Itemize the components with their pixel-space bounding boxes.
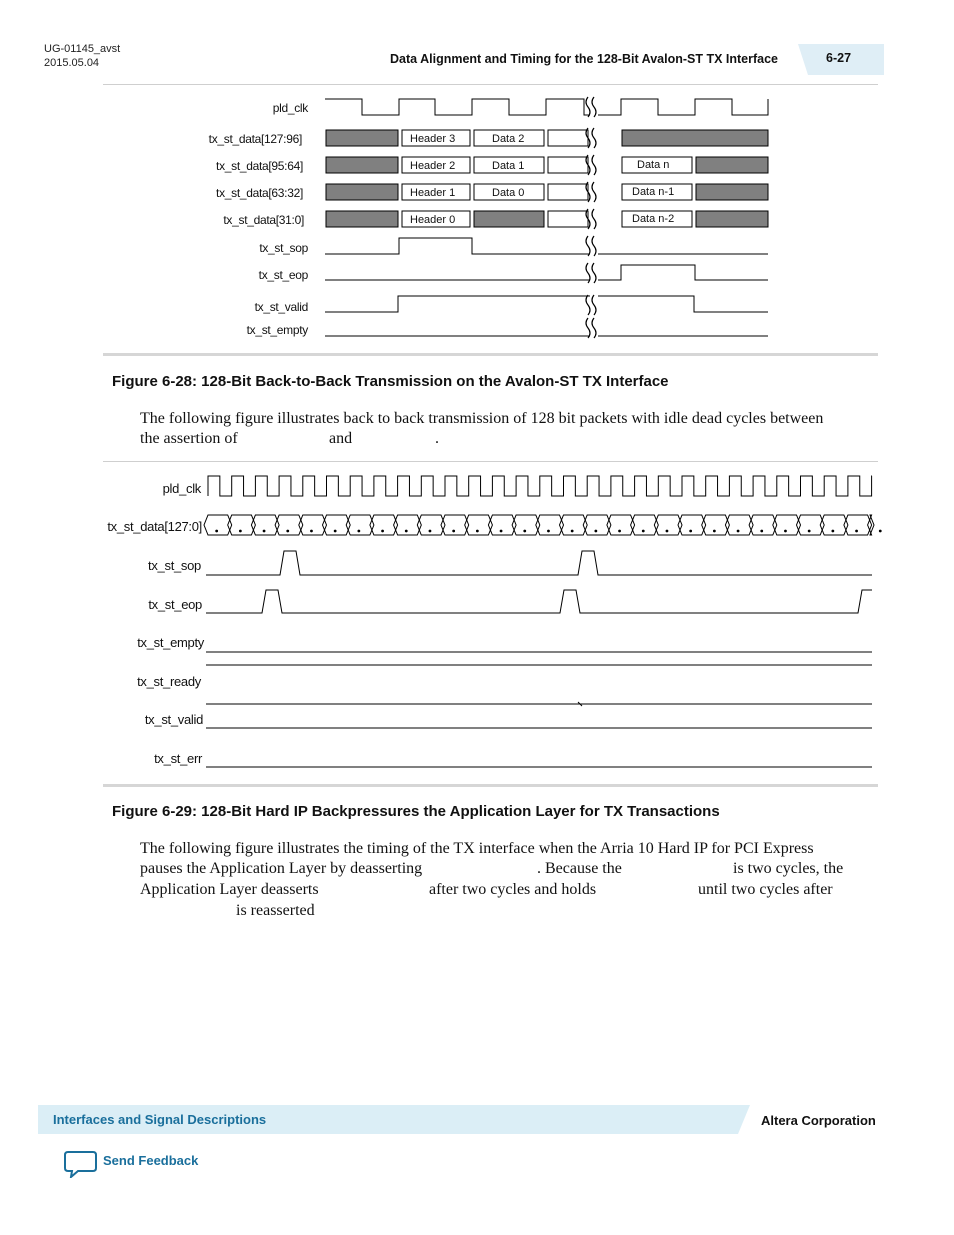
figure-28-caption: Figure 6-28: 128-Bit Back-to-Back Transmission on the Avalon-ST TX Interface [112,373,669,390]
data-bus-dot [548,530,550,532]
data-bus-dot [713,530,715,532]
bus-cell: Header 0 [410,214,456,226]
data-bus-dot [856,530,858,532]
bus-cell: Header 3 [410,133,456,145]
page-header-title: Data Alignment and Timing for the 128-Bit Avalon-ST TX Interface [390,52,779,66]
data-bus-dot [334,530,336,532]
header-divider [103,84,878,85]
signal-label: tx_st_data[63:32] [216,186,303,200]
signal-label: tx_st_data[95:64] [216,159,303,173]
signal-label: pld_clk [272,101,308,115]
figure-29-text-line2c: is two cycles, the [733,860,844,877]
data-bus-dot [358,530,360,532]
signal-label: tx_st_valid [144,712,203,727]
signal-label: tx_st_valid [254,300,308,314]
data-bus-dot [382,530,384,532]
signal-label: pld_clk [162,481,201,496]
data-bus-dot [216,530,218,532]
figure-28-text-line1: The following figure illustrates back to back transmission of 128 bit packets with idle dead cycles between [140,410,824,427]
bus-cell: Data n-2 [632,213,675,225]
valid-wave-1 [325,296,590,312]
timing-diagram-1 [0,90,954,350]
figure-divider [103,784,878,787]
figure-divider [103,353,878,356]
data-bus-dot [311,530,313,532]
data-bus-dot [239,530,241,532]
data-bus-wave-2 [204,515,881,535]
data-bus-dot [571,530,573,532]
bus-cell: Header 2 [410,160,456,172]
signal-label: tx_st_eop [148,597,202,612]
doc-date: 2015.05.04 [44,57,100,69]
figure-28-text-line2b: and [329,430,353,447]
bus-cell: Data 1 [492,160,525,172]
figure-29-text-line3c: until two cycles after [698,881,833,898]
bus-row-2 [326,157,768,173]
waveforms-1 [0,90,954,350]
data-bus-dot [263,530,265,532]
data-bus-dot [500,530,502,532]
speech-bubble-icon [64,1150,98,1178]
data-bus-dot [453,530,455,532]
pld-clk-wave-2 [208,476,872,496]
signal-label: tx_st_empty [137,635,204,650]
pld-clk-wave [325,99,590,115]
data-bus-dot [642,530,644,532]
signal-label: tx_st_data[127:96] [208,132,302,146]
data-bus-dot [524,530,526,532]
data-bus-dot [287,530,289,532]
data-bus-dot [737,530,739,532]
signal-label: tx_st_eop [258,268,308,282]
bus-row-3 [326,184,768,200]
data-bus-dot [595,530,597,532]
data-bus-dot [619,530,621,532]
figure-29-text-line1: The following figure illustrates the timing of the TX interface when the Arria 10 Hard IP for PCI Express [140,840,814,857]
figure-29-text-line2a: pauses the Application Layer by deasserting [140,860,423,877]
figure-28-text-line2c: . [435,430,439,447]
figure-28-text-line2a: the assertion of [140,430,238,447]
waveforms-2 [0,465,954,780]
data-bus-dot [761,530,763,532]
signal-label: tx_st_data[127:0] [107,519,202,534]
data-bus-dot [808,530,810,532]
figure-29-caption: Figure 6-29: 128-Bit Hard IP Backpressures the Application Layer for TX Transactions [112,803,720,820]
data-bus-dot [429,530,431,532]
bus-cell: Data 0 [492,187,525,199]
bus-cell: Header 1 [410,187,456,199]
signal-label: tx_st_ready [137,674,201,689]
bus-row-4 [326,211,768,227]
figure-divider [103,461,878,462]
data-bus-dot [405,530,407,532]
data-bus-dot [666,530,668,532]
figure-29-text-line3b: after two cycles and holds [429,881,597,898]
figure-29-text-line2b: . Because the [537,860,622,877]
figure-29-text-line3a: Application Layer deasserts [140,881,319,898]
figure-29-text-line4: is reasserted [236,902,315,919]
signal-label: tx_st_data[31:0] [223,213,304,227]
signal-label: tx_st_sop [148,558,201,573]
send-feedback-label[interactable]: Send Feedback [103,1153,199,1168]
eop-wave-2 [206,590,872,613]
bus-cell: Data 2 [492,133,525,145]
bus-cell: Data n-1 [632,186,675,198]
send-feedback-link[interactable] [64,1150,204,1178]
sop-wave-1 [325,238,590,254]
bus-cell: Data n [637,159,670,171]
bus-row-1 [326,130,768,146]
signal-label: tx_st_err [154,751,202,766]
page-number: 6-27 [826,51,852,65]
doc-id: UG-01145_avst [44,43,121,55]
timing-diagram-2 [0,465,954,780]
data-bus-dot [690,530,692,532]
sop-wave-2 [206,551,872,575]
signal-label: tx_st_sop [259,241,308,255]
data-bus-dot [785,530,787,532]
data-bus-dot [832,530,834,532]
footer-company: Altera Corporation [761,1113,876,1128]
footer-section-link[interactable]: Interfaces and Signal Descriptions [53,1112,267,1127]
signal-label: tx_st_empty [246,323,308,337]
data-bus-dot [476,530,478,532]
data-bus-dot [879,530,881,532]
